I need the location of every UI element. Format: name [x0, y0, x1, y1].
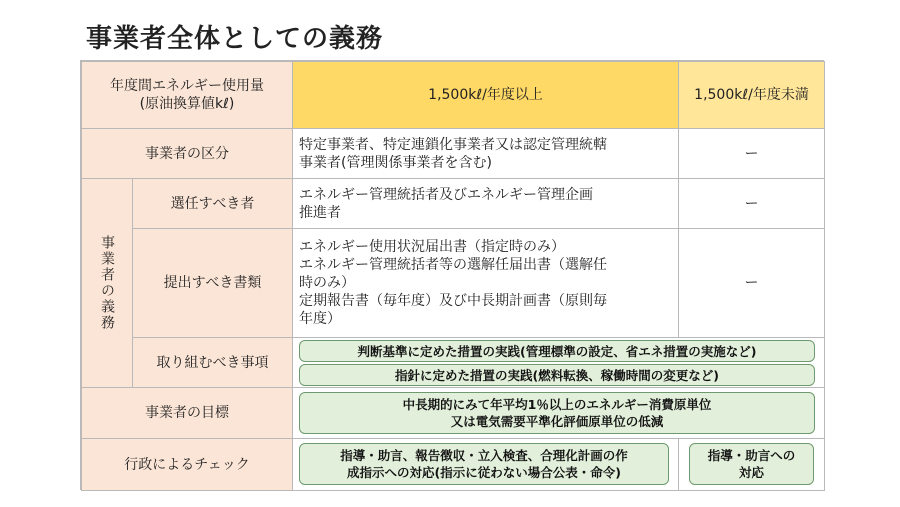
row-documents-line: エネルギー管理統括者等の選解任届出書（選解任 — [299, 257, 607, 273]
header-usage-label-line2: (原油換算値kℓ) — [139, 96, 235, 112]
check-under-line1: 指導・助言への — [707, 448, 796, 463]
row-appoint-over-line2: 推進者 — [299, 204, 341, 221]
check-under-box — [689, 443, 814, 485]
row-check-label: 行政によるチェック — [81, 438, 293, 491]
row-category-label: 事業者の区分 — [81, 128, 293, 179]
header-over-threshold: 1,500kℓ/年度以上 — [292, 61, 679, 129]
row-appoint-label: 選任すべき者 — [132, 178, 293, 229]
header-under-threshold: 1,500kℓ/年度未満 — [678, 61, 825, 129]
header-usage-label — [81, 61, 293, 129]
row-documents-line: 時のみ） — [299, 275, 355, 291]
obligations-table — [80, 60, 824, 490]
goal-box — [299, 392, 815, 434]
row-actions-label: 取り組むべき事項 — [132, 337, 293, 388]
check-under-line2: 対応 — [738, 465, 764, 480]
goal-line2: 又は電気需要平準化評価原単位の低減 — [450, 414, 664, 429]
row-check-over — [292, 438, 679, 491]
row-documents-under: ー — [678, 228, 825, 338]
row-appoint-over-line1: エネルギー管理統括者及びエネルギー管理企画 — [299, 186, 593, 203]
row-check-under — [678, 438, 825, 491]
row-appoint-over — [292, 178, 679, 229]
duties-group-label-text: 事業者の義務 — [99, 235, 115, 331]
row-actions-content — [292, 337, 825, 388]
row-documents-label: 提出すべき書類 — [132, 228, 293, 338]
row-documents-line: 年度） — [299, 311, 341, 327]
row-category-over-line2: 事業者(管理関係事業者を含む) — [299, 154, 492, 171]
row-goal-content — [292, 387, 825, 439]
action-box-judgement-criteria: 判断基準に定めた措置の実践(管理標準の設定、省エネ措置の実施など) — [299, 340, 815, 362]
row-documents-line: 定期報告書（毎年度）及び中長期計画書（原則毎 — [299, 293, 607, 309]
header-usage-label-line1: 年度間エネルギー使用量 — [110, 78, 264, 94]
row-category-under: ー — [678, 128, 825, 179]
check-over-line1: 指導・助言、報告徴収・立入検査、合理化計画の作 — [340, 448, 628, 463]
row-documents-over — [292, 228, 679, 338]
row-appoint-under: ー — [678, 178, 825, 229]
page-title: 事業者全体としての義務 — [86, 24, 384, 54]
row-goal-label: 事業者の目標 — [81, 387, 293, 439]
row-documents-line: エネルギー使用状況届出書（指定時のみ） — [299, 239, 565, 255]
check-over-line2: 成指示への対応(指示に従わない場合公表・命令) — [347, 465, 621, 480]
row-category-over — [292, 128, 679, 179]
duties-group-label — [81, 178, 133, 388]
action-box-guidelines: 指針に定めた措置の実践(燃料転換、稼働時間の変更など) — [299, 364, 815, 386]
goal-line1: 中長期的にみて年平均1％以上のエネルギー消費原単位 — [402, 397, 712, 412]
check-over-box — [299, 443, 669, 485]
row-category-over-line1: 特定事業者、特定連鎖化事業者又は認定管理統轄 — [299, 136, 607, 153]
